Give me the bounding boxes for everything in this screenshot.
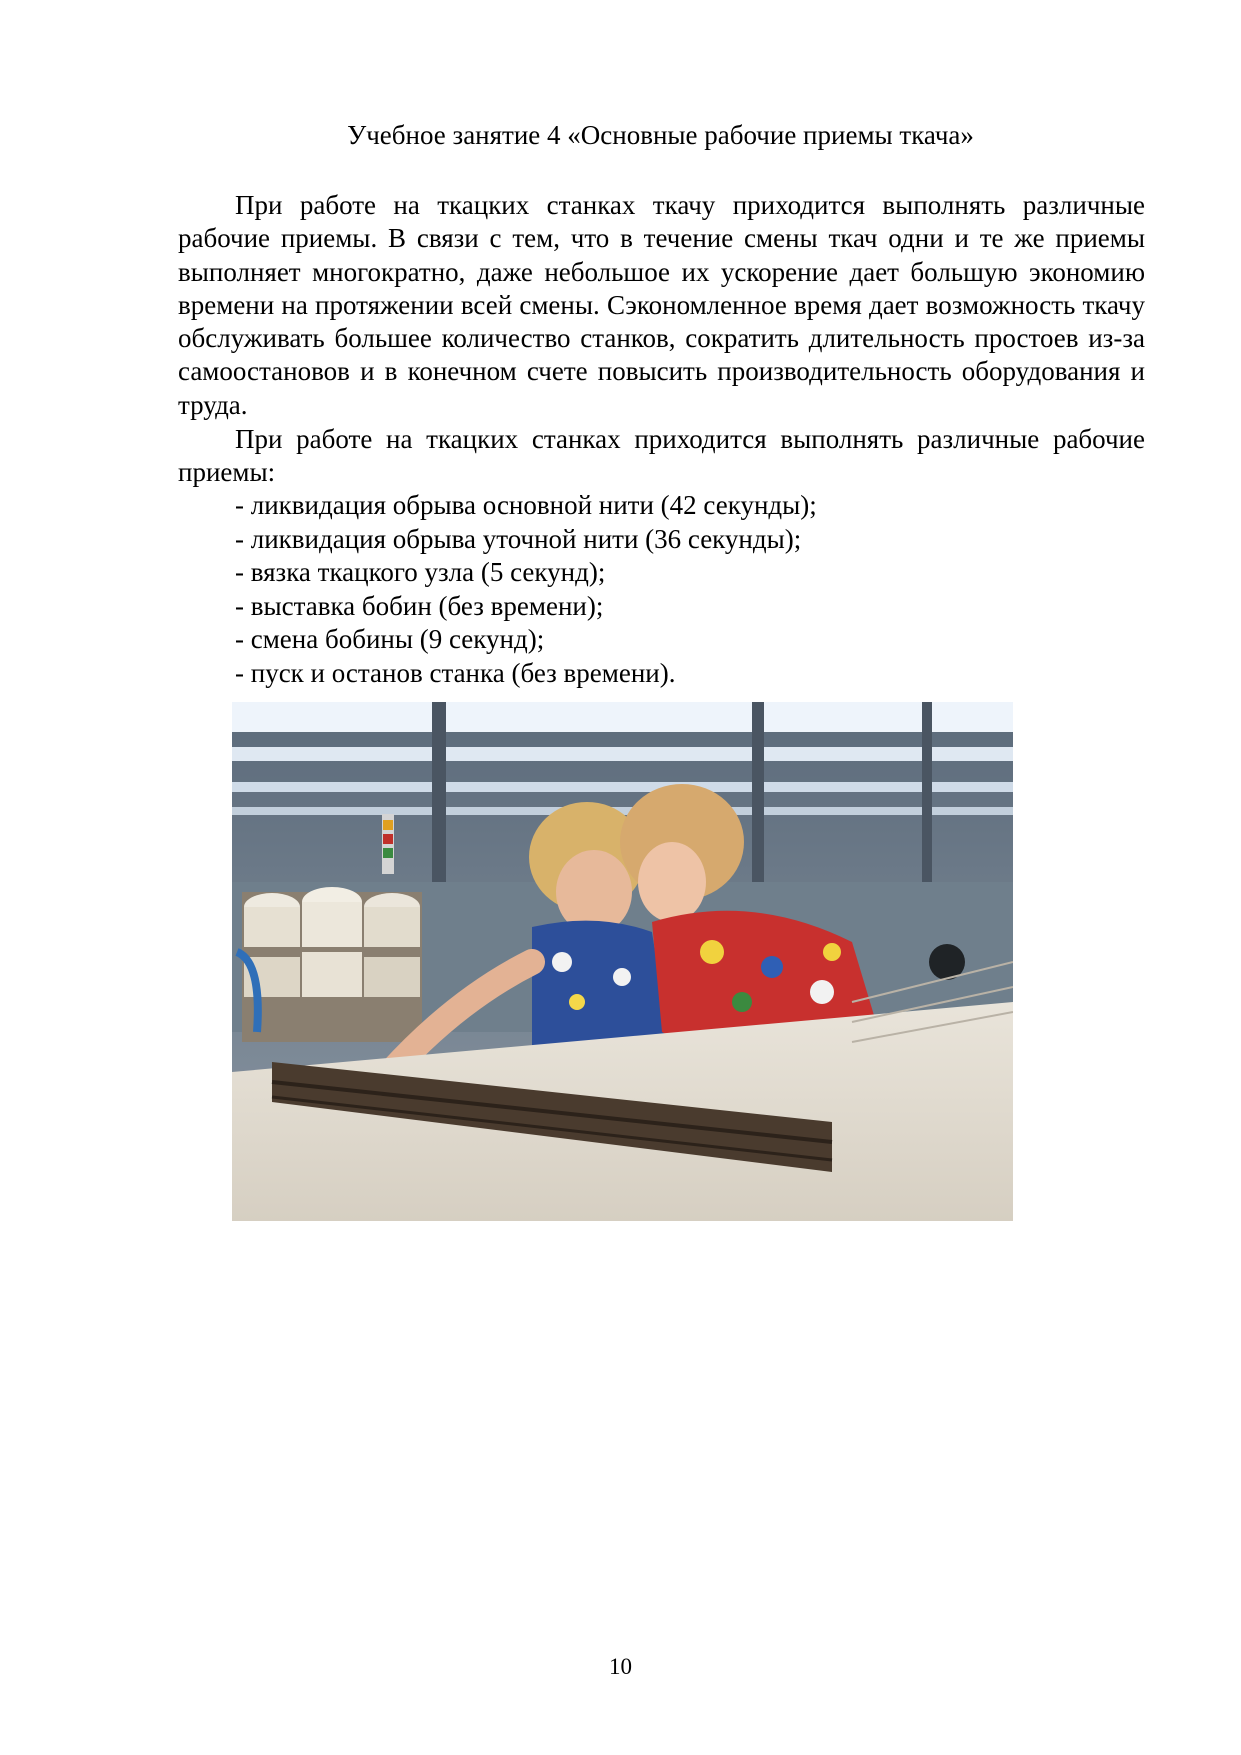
list-item: - вязка ткацкого узла (5 секунд);	[235, 557, 606, 588]
list-item: - пуск и останов станка (без времени).	[235, 657, 676, 688]
list-item: - выставка бобин (без времени);	[235, 590, 604, 621]
lesson-title: Учебное занятие 4 «Основные рабочие приемы ткача»	[347, 120, 974, 150]
list-item: - смена бобины (9 секунд);	[235, 624, 545, 655]
paragraph-list-intro: При работе на ткацких станках приходится выполнять различные рабочие приемы:	[178, 424, 1145, 488]
paragraph-intro: При работе на ткацких станках ткачу приходится выполнять различные рабочие приемы. В связи с тем, что в течение смены ткач одни и те же приемы выполняет многократно, даже небольшое их ускорение дает большую экономию времени на протяжении всей смены. Сэкономленное время дает возможность ткачу обслуживать большее количество станков, сократить длительность простоев из-за самоостановов и в конечном счете повысить производительность оборудования и труда.	[178, 190, 1145, 420]
list-item: - ликвидация обрыва основной нити (42 секунды);	[235, 490, 817, 520]
weavers-at-loom-photo	[232, 702, 1013, 1221]
techniques-list	[235, 489, 817, 691]
list-item: - ликвидация обрыва уточной нити (36 секунды);	[235, 523, 802, 554]
page-number: 10	[609, 1654, 632, 1679]
